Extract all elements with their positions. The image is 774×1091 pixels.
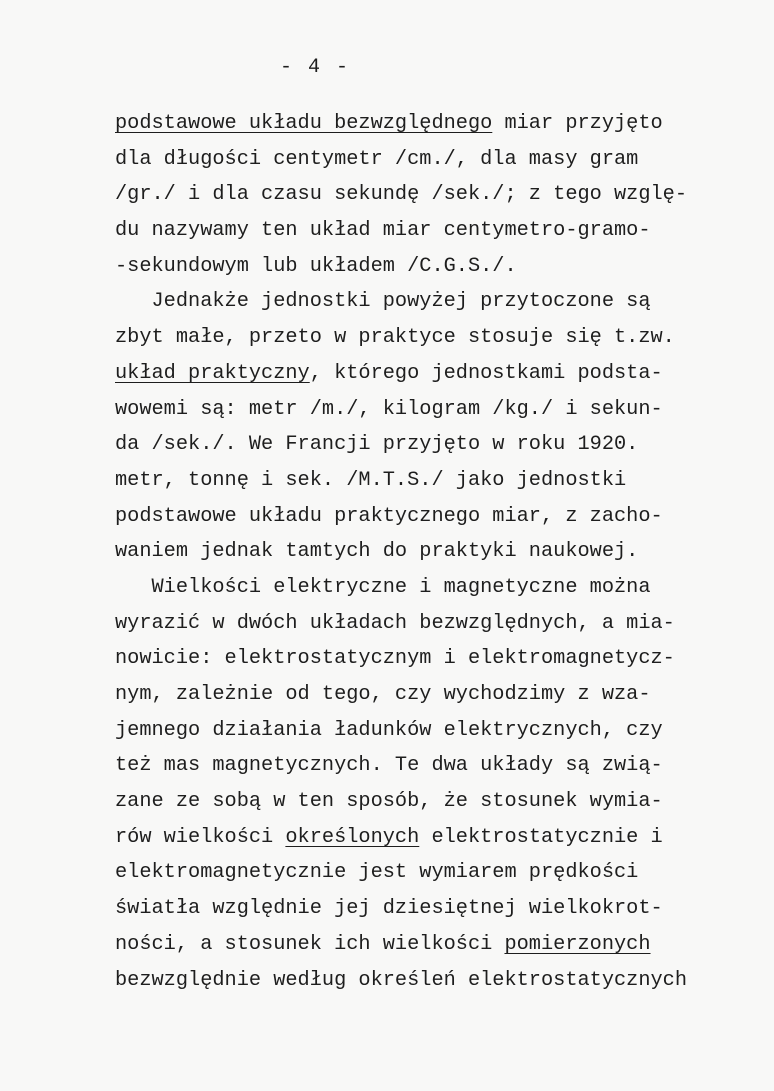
text-run: dla długości centymetr /cm./, dla masy gram — [115, 147, 639, 171]
text-line — [115, 213, 687, 249]
text-line — [115, 855, 687, 891]
underlined-term: układ praktyczny — [115, 361, 310, 385]
text-run: , którego jednostkami podsta- — [309, 361, 663, 385]
text-line — [115, 784, 687, 820]
text-run: światła względnie jej dziesiętnej wielkokrot- — [115, 897, 663, 921]
underlined-term: podstawowe układu bezwzględnego — [115, 112, 493, 135]
text-line — [115, 713, 687, 749]
text-run: bezwzględnie według określeń elektrostatycznych — [115, 968, 688, 992]
text-run: wowemi są: metr /m./, kilogram /kg./ i sekun- — [115, 397, 663, 421]
text-line — [115, 106, 687, 142]
text-run: rów wielkości — [115, 825, 286, 849]
text-line — [115, 284, 687, 320]
text-run: waniem jednak tamtych do praktyki naukowej. — [115, 540, 639, 564]
text-run: da /sek./. We Francji przyjęto w roku 1920. — [115, 433, 639, 457]
text-run: du nazywamy ten układ miar centymetro-gramo- — [115, 219, 651, 243]
text-line — [115, 534, 687, 570]
underlined-term: określonych — [285, 825, 420, 849]
text-line — [115, 677, 687, 713]
page-number: - 4 - — [280, 56, 351, 79]
text-run: /gr./ i dla czasu sekundę /sek./; z tego wzglę- — [115, 183, 688, 207]
text-run: zbyt małe, przeto w praktyce stosuje się t.zw. — [115, 326, 675, 350]
text-line — [115, 570, 687, 606]
text-line — [115, 820, 687, 856]
text-run: elektrostatycznie i — [419, 825, 663, 849]
text-line — [115, 142, 687, 178]
text-line — [115, 427, 687, 463]
text-line — [115, 249, 687, 285]
text-line — [115, 606, 687, 642]
text-run: metr, tonnę i sek. /M.T.S./ jako jednostki — [115, 468, 627, 492]
text-line — [115, 356, 687, 392]
text-run: ności, a stosunek ich wielkości — [115, 932, 505, 956]
text-run: też mas magnetycznych. Te dwa układy są zwią- — [115, 754, 663, 778]
text-run: -sekundowym lub układem /C.G.S./. — [115, 254, 517, 278]
text-line — [115, 392, 687, 428]
text-line — [115, 177, 687, 213]
text-run: elektromagnetycznie jest wymiarem prędkości — [115, 861, 639, 885]
text-run: wyrazić w dwóch układach bezwzględnych, a mia- — [115, 611, 675, 635]
text-line — [115, 927, 687, 963]
body-text — [115, 106, 687, 998]
text-run: miar przyjęto — [492, 112, 663, 135]
text-run: zane ze sobą w ten sposób, że stosunek wymia- — [115, 790, 663, 814]
text-run: jemnego działania ładunków elektrycznych, czy — [115, 718, 663, 742]
underlined-term: pomierzonych — [504, 932, 651, 956]
text-line — [115, 320, 687, 356]
text-line — [115, 499, 687, 535]
text-run: nym, zależnie od tego, czy wychodzimy z wza- — [115, 683, 651, 706]
text-line — [115, 463, 687, 499]
text-run: Wielkości elektryczne i magnetyczne można — [115, 575, 651, 599]
text-line — [115, 891, 687, 927]
text-line — [115, 641, 687, 677]
text-run: podstawowe układu praktycznego miar, z zacho- — [115, 504, 663, 528]
text-run: Jednakże jednostki powyżej przytoczone są — [115, 290, 651, 314]
text-line — [115, 963, 687, 999]
text-line — [115, 748, 687, 784]
text-run: nowicie: elektrostatycznym i elektromagnetycz- — [115, 647, 675, 671]
